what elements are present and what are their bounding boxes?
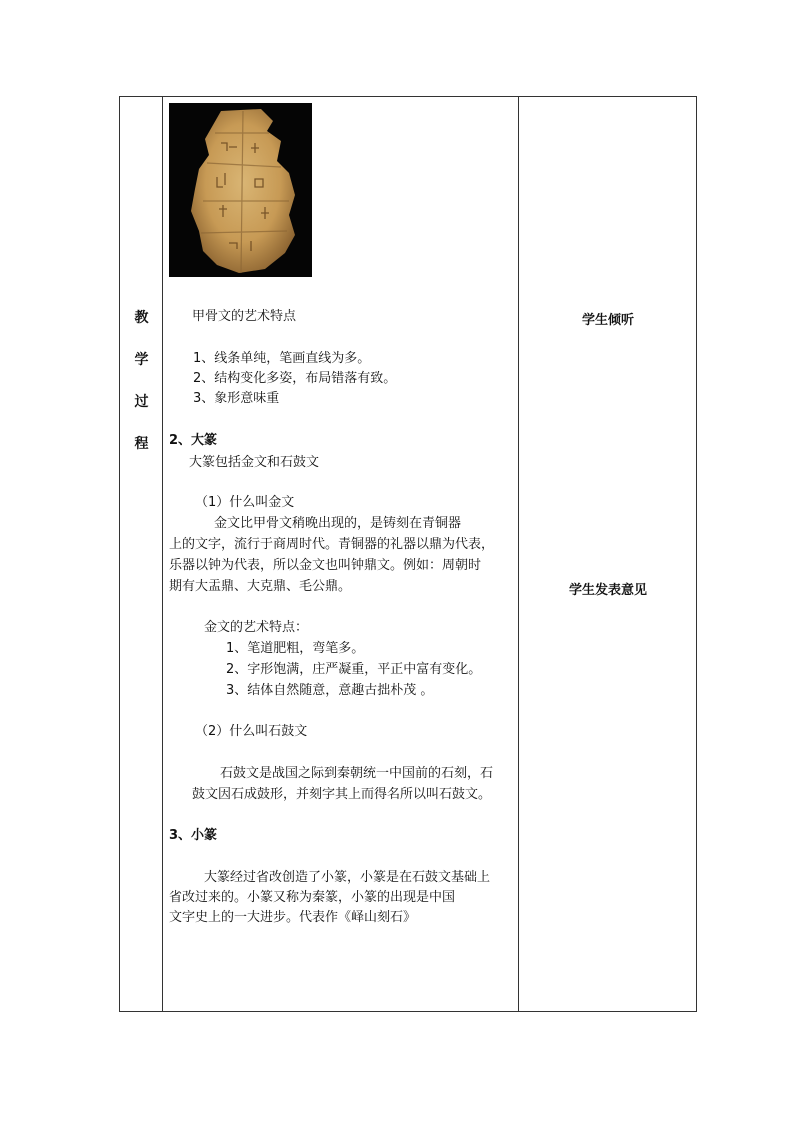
- section-title: 2、大篆: [169, 433, 218, 448]
- paragraph-line: 文字史上的一大进步。代表作《峄山刻石》: [169, 910, 417, 925]
- label-char: 学: [134, 352, 149, 368]
- paragraph-line: 大篆经过省改创造了小篆，小篆是在石鼓文基础上: [204, 870, 491, 885]
- list-item: 2、结构变化多姿，布局错落有致。: [193, 371, 397, 386]
- list-item: 1、线条单纯，笔画直线为多。: [193, 351, 371, 366]
- student-listen-note: 学生倾听: [581, 313, 634, 328]
- lesson-table: [119, 96, 697, 1012]
- paragraph-line: 乐器以钟为代表，所以金文也叫钟鼎文。例如：周朝时: [169, 558, 482, 573]
- paragraph-line: 上的文字，流行于商周时代。青铜器的礼器以鼎为代表，: [169, 537, 495, 552]
- section-intro: 大篆包括金文和石鼓文: [189, 455, 320, 470]
- label-char: 教: [134, 310, 149, 326]
- question-heading: （1）什么叫金文: [195, 495, 295, 510]
- content-column: [164, 97, 518, 1011]
- jiaguwen-art-heading: 甲骨文的艺术特点: [192, 309, 297, 324]
- jinwen-art-heading: 金文的艺术特点：: [204, 620, 309, 635]
- oracle-bone-image: [169, 103, 312, 277]
- paragraph-line: 鼓文因石成鼓形，并刻字其上而得名所以叫石鼓文。: [192, 787, 492, 802]
- list-item: 3、象形意味重: [193, 391, 280, 406]
- paragraph-line: 金文比甲骨文稍晚出现的，是铸刻在青铜器: [214, 516, 462, 531]
- paragraph-line: 省改过来的。小篆又称为秦篆，小篆的出现是中国: [169, 890, 456, 905]
- label-column: [120, 97, 163, 1011]
- label-char: 程: [134, 436, 149, 452]
- student-activity-column: [519, 97, 697, 1011]
- question-heading: （2）什么叫石鼓文: [195, 724, 308, 739]
- list-item: 3、结体自然随意，意趣古拙朴茂 。: [226, 683, 434, 698]
- paragraph-line: 石鼓文是战国之际到秦朝统一中国前的石刻，石: [220, 766, 494, 781]
- list-item: 1、笔道肥粗，弯笔多。: [226, 641, 365, 656]
- student-opinion-note: 学生发表意见: [568, 583, 647, 598]
- oracle-bone-picture: [169, 103, 312, 277]
- section-title: 3、小篆: [169, 828, 218, 843]
- paragraph-line: 期有大盂鼎、大克鼎、毛公鼎。: [169, 579, 352, 594]
- list-item: 2、字形饱满，庄严凝重，平正中富有变化。: [226, 662, 482, 677]
- label-char: 过: [134, 394, 149, 410]
